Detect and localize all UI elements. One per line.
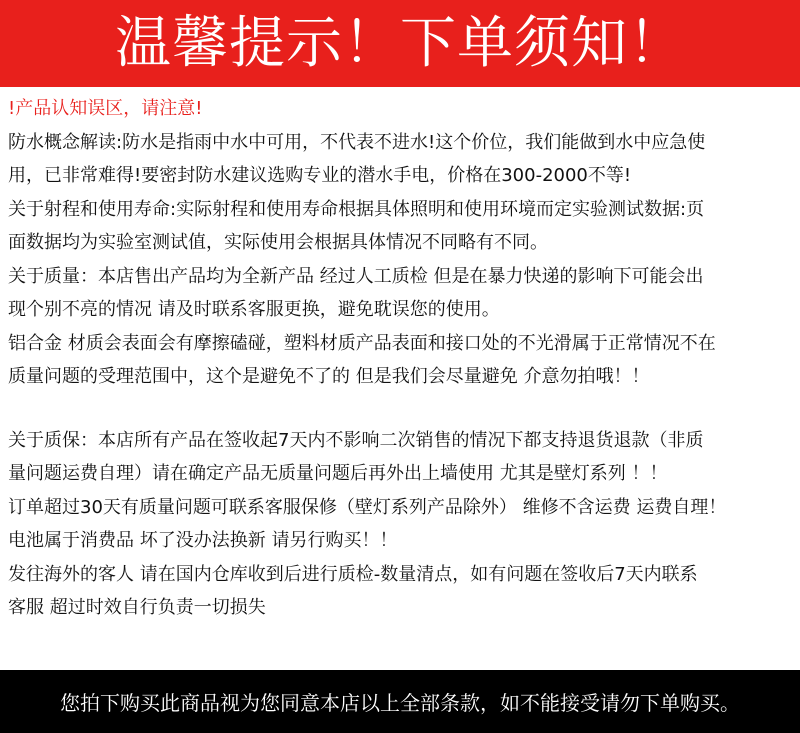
footer-text: 您拍下购买此商品视为您同意本店以上全部条款，如不能接受请勿下单购买。 [60, 691, 740, 715]
banner-title: 温馨提示！下单须知！ [115, 10, 685, 76]
notice-warning-line: !产品认知误区，请注意! [8, 98, 203, 119]
notice-line: 关于射程和使用寿命:实际射程和使用寿命根据具体照明和使用环境而定实验测试数据:页 [8, 198, 705, 220]
notice-line: 电池属于消费品 坏了没办法换新 请另行购买！！ [8, 530, 398, 551]
notice-line: 关于质保：本店所有产品在签收起7天内不影响二次销售的情况下都支持退货退款（非质 [8, 429, 704, 451]
notice-line: 面数据均为实验室测试值，实际使用会根据具体情况不同略有不同。 [8, 232, 548, 253]
notice-line: 现个别不亮的情况 请及时联系客服更换，避免耽误您的使用。 [8, 299, 500, 320]
notice-spacer [8, 394, 796, 424]
notice-line: 量问题运费自理）请在确定产品无质量问题后再外出上墙使用 尤其是壁灯系列 ！！ [8, 463, 668, 484]
notice-line: 用，已非常难得!要密封防水建议选购专业的潜水手电，价格在300-2000不等! [8, 165, 632, 186]
notice-line: 关于质量：本店售出产品均为全新产品 经过人工质检 但是在暴力快递的影响下可能会出 [8, 265, 704, 287]
notice-line: 发往海外的客人 请在国内仓库收到后进行质检-数量清点，如有问题在签收后7天内联系 [8, 563, 698, 585]
notice-line: 质量问题的受理范围中，这个是避免不了的 但是我们会尽量避免 介意勿拍哦！！ [8, 366, 650, 387]
header-banner [0, 0, 800, 87]
notice-line: 铝合金 材质会表面会有摩擦磕碰，塑料材质产品表面和接口处的不光滑属于正常情况不在 [8, 332, 716, 354]
notice-content [8, 92, 796, 625]
footer-banner [0, 670, 800, 733]
notice-line: 订单超过30天有质量问题可联系客服保修（壁灯系列产品除外） 维修不含运费 运费自理！ [8, 496, 727, 518]
notice-line: 防水概念解读:防水是指雨中水中可用，不代表不进水!这个价位，我们能做到水中应急使 [8, 131, 706, 153]
notice-line: 客服 超过时效自行负责一切损失 [8, 597, 266, 618]
